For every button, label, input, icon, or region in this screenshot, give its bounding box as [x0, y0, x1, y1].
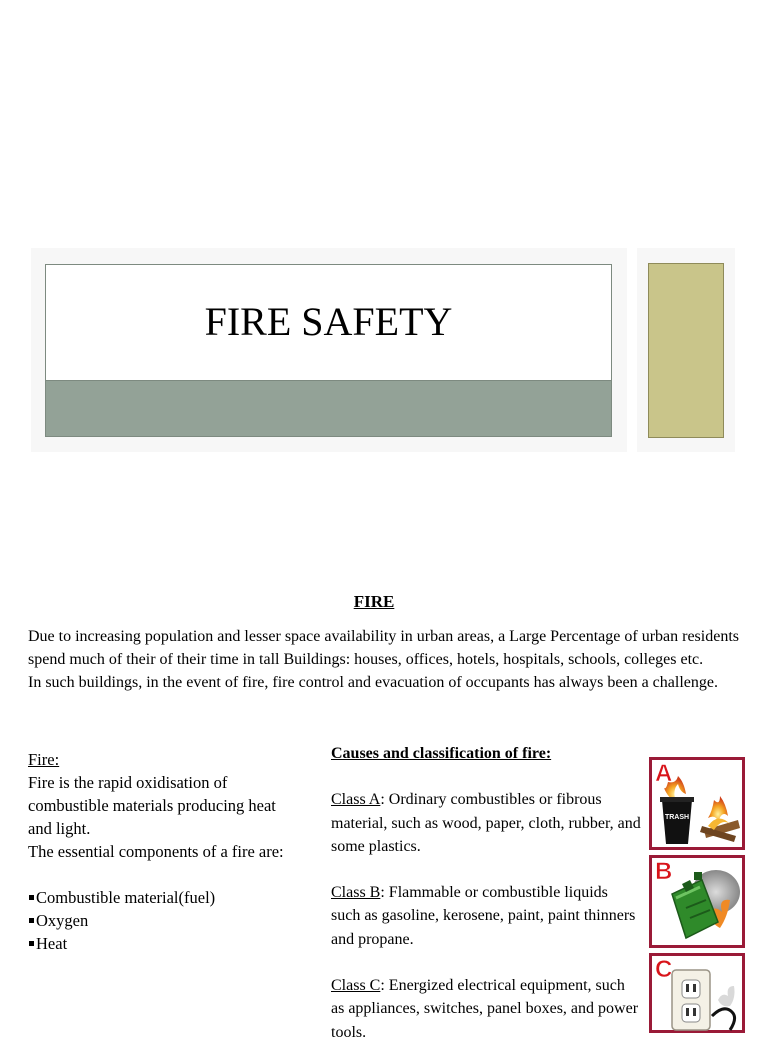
list-item: Combustible material(fuel) — [28, 886, 303, 909]
class-description: : Flammable or combustible liquids such as gasoline, kerosene, paint, paint thinners and propane. — [331, 884, 636, 948]
class-description: : Ordinary combustibles or fibrous material, such as wood, paper, cloth, rubber, and some plastics. — [331, 791, 641, 855]
class-letter: B — [655, 858, 673, 885]
class-b-entry — [331, 881, 641, 951]
class-letter: C — [655, 956, 673, 983]
intro-paragraph: Due to increasing population and lesser space availability in urban areas, a Large Percentage of urban residents spend much of their of their time in tall Buildings: houses, offices, hotels, hospitals, schools, colleges etc. — [28, 628, 739, 668]
class-b-tile — [649, 855, 745, 948]
title-band — [46, 380, 611, 436]
fire-definition-column — [28, 748, 303, 955]
class-name: Class A — [331, 791, 381, 809]
components-intro: The essential components of a fire are: — [28, 842, 284, 861]
trash-label: TRASH — [664, 814, 690, 821]
class-name: Class C — [331, 977, 381, 995]
section-heading: FIRE — [353, 592, 395, 611]
components-list — [28, 886, 303, 955]
list-item: Oxygen — [28, 909, 303, 932]
class-a-tile — [649, 757, 745, 850]
title-box — [45, 264, 612, 437]
class-name: Class B — [331, 884, 381, 902]
class-letter: A — [655, 760, 673, 787]
class-description: : Energized electrical equipment, such as appliances, switches, panel boxes, and power tools. — [331, 977, 639, 1041]
fire-label: Fire: — [28, 750, 60, 769]
slide-title: FIRE SAFETY — [204, 299, 453, 344]
class-c-tile — [649, 953, 745, 1033]
fire-definition: Fire is the rapid oxidisation of combustible materials producing heat and light. — [28, 773, 276, 838]
class-a-entry — [331, 788, 641, 858]
causes-heading: Causes and classification of fire: — [331, 745, 552, 762]
intro-paragraphs — [28, 625, 753, 694]
accent-box — [648, 263, 724, 438]
fire-classes-column — [331, 742, 641, 1044]
list-item: Heat — [28, 932, 303, 955]
class-c-entry — [331, 974, 641, 1044]
intro-paragraph: In such buildings, in the event of fire, fire control and evacuation of occupants has always been a challenge. — [28, 674, 718, 691]
